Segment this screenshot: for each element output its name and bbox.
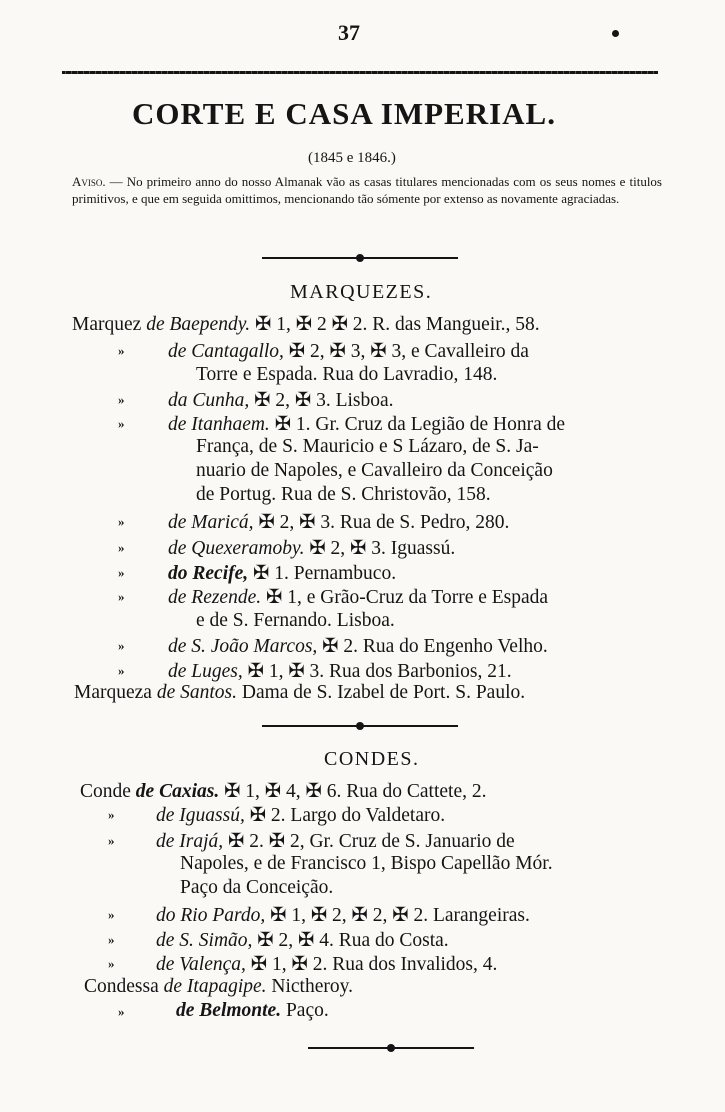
page-title: CORTE E CASA IMPERIAL. [132, 96, 556, 131]
years-subtitle: (1845 e 1846.) [308, 150, 396, 166]
top-rule [62, 71, 658, 74]
notice-label: Aviso. [72, 174, 106, 189]
entry-line: » [118, 540, 125, 555]
entry-line: » [118, 392, 125, 407]
entry-line: de Valença, ✠ 1, ✠ 2. Rua dos Invalidos, 4. [156, 954, 498, 975]
entry-line: de Iguassú, ✠ 2. Largo do Valdetaro. [156, 805, 446, 826]
section-heading-condes: CONDES. [324, 748, 420, 770]
ornament-divider [308, 1047, 474, 1049]
entry-line: » [118, 589, 125, 604]
entry-line: de Portug. Rua de S. Christovão, 158. [196, 484, 491, 505]
entry-line: » [108, 807, 115, 822]
ink-dot [612, 30, 619, 37]
entry-line: Marquez de Baependy. ✠ 1, ✠ 2 ✠ 2. R. das Mangueir., 58. [72, 314, 540, 335]
entry-line: Condessa de Itapagipe. Nictheroy. [84, 976, 353, 997]
entry-line: » [118, 565, 125, 580]
entry-line: » [118, 343, 125, 358]
entry-line: » [118, 1004, 125, 1019]
entry-line: » [108, 932, 115, 947]
entry-line: » [108, 956, 115, 971]
entry-line: de Cantagallo, ✠ 2, ✠ 3, ✠ 3, e Cavalleiro da [168, 341, 529, 362]
entry-line: de Belmonte. Paço. [176, 1000, 329, 1021]
entry-line: Napoles, e de Francisco 1, Bispo Capellão Mór. [180, 853, 553, 874]
entry-line: » [118, 638, 125, 653]
notice-paragraph [72, 174, 662, 207]
entry-line: do Rio Pardo, ✠ 1, ✠ 2, ✠ 2, ✠ 2. Larangeiras. [156, 905, 530, 926]
entry-line: de Luges, ✠ 1, ✠ 3. Rua dos Barbonios, 21. [168, 661, 512, 682]
entry-line: Torre e Espada. Rua do Lavradio, 148. [196, 364, 498, 385]
ornament-divider [262, 725, 458, 727]
entry-line: » [118, 514, 125, 529]
entry-line: de Itanhaem. ✠ 1. Gr. Cruz da Legião de Honra de [168, 414, 566, 435]
entry-line: de S. João Marcos, ✠ 2. Rua do Engenho Velho. [168, 636, 548, 657]
entry-line: de Quexeramoby. ✠ 2, ✠ 3. Iguassú. [168, 538, 456, 559]
page-number: 37 [338, 20, 360, 45]
section-heading-marquezes: MARQUEZES. [290, 281, 433, 303]
entry-line: do Recife, ✠ 1. Pernambuco. [168, 563, 397, 584]
entry-line: » [108, 833, 115, 848]
entry-line: e de S. Fernando. Lisboa. [196, 610, 395, 631]
entry-line: da Cunha, ✠ 2, ✠ 3. Lisboa. [168, 390, 394, 411]
entry-line: » [108, 907, 115, 922]
entry-line: de Maricá, ✠ 2, ✠ 3. Rua de S. Pedro, 280. [168, 512, 510, 533]
entry-line: » [118, 663, 125, 678]
entry-line: de Rezende. ✠ 1, e Grão-Cruz da Torre e Espada [168, 587, 549, 608]
entry-line: nuario de Napoles, e Cavalleiro da Conceição [196, 460, 553, 481]
ornament-divider [262, 257, 458, 259]
entry-line: » [118, 416, 125, 431]
entry-line: Paço da Conceição. [180, 877, 334, 898]
entry-line: Marqueza de Santos. Dama de S. Izabel de Port. S. Paulo. [74, 682, 526, 703]
entry-line: de S. Simão, ✠ 2, ✠ 4. Rua do Costa. [156, 930, 449, 951]
entry-line: França, de S. Mauricio e S Lázaro, de S. Ja- [196, 436, 539, 457]
notice-text: — No primeiro anno do nosso Almanak vão as casas titulares mencionadas com os seus nomes e titulos primitivos, e que em seguida omittimos, mencionando tão sómente por extenso as novamente agraciadas. [72, 174, 662, 206]
entry-line: Conde de Caxias. ✠ 1, ✠ 4, ✠ 6. Rua do Cattete, 2. [80, 781, 487, 802]
entry-line: de Irajá, ✠ 2. ✠ 2, Gr. Cruz de S. Januario de [156, 831, 515, 852]
